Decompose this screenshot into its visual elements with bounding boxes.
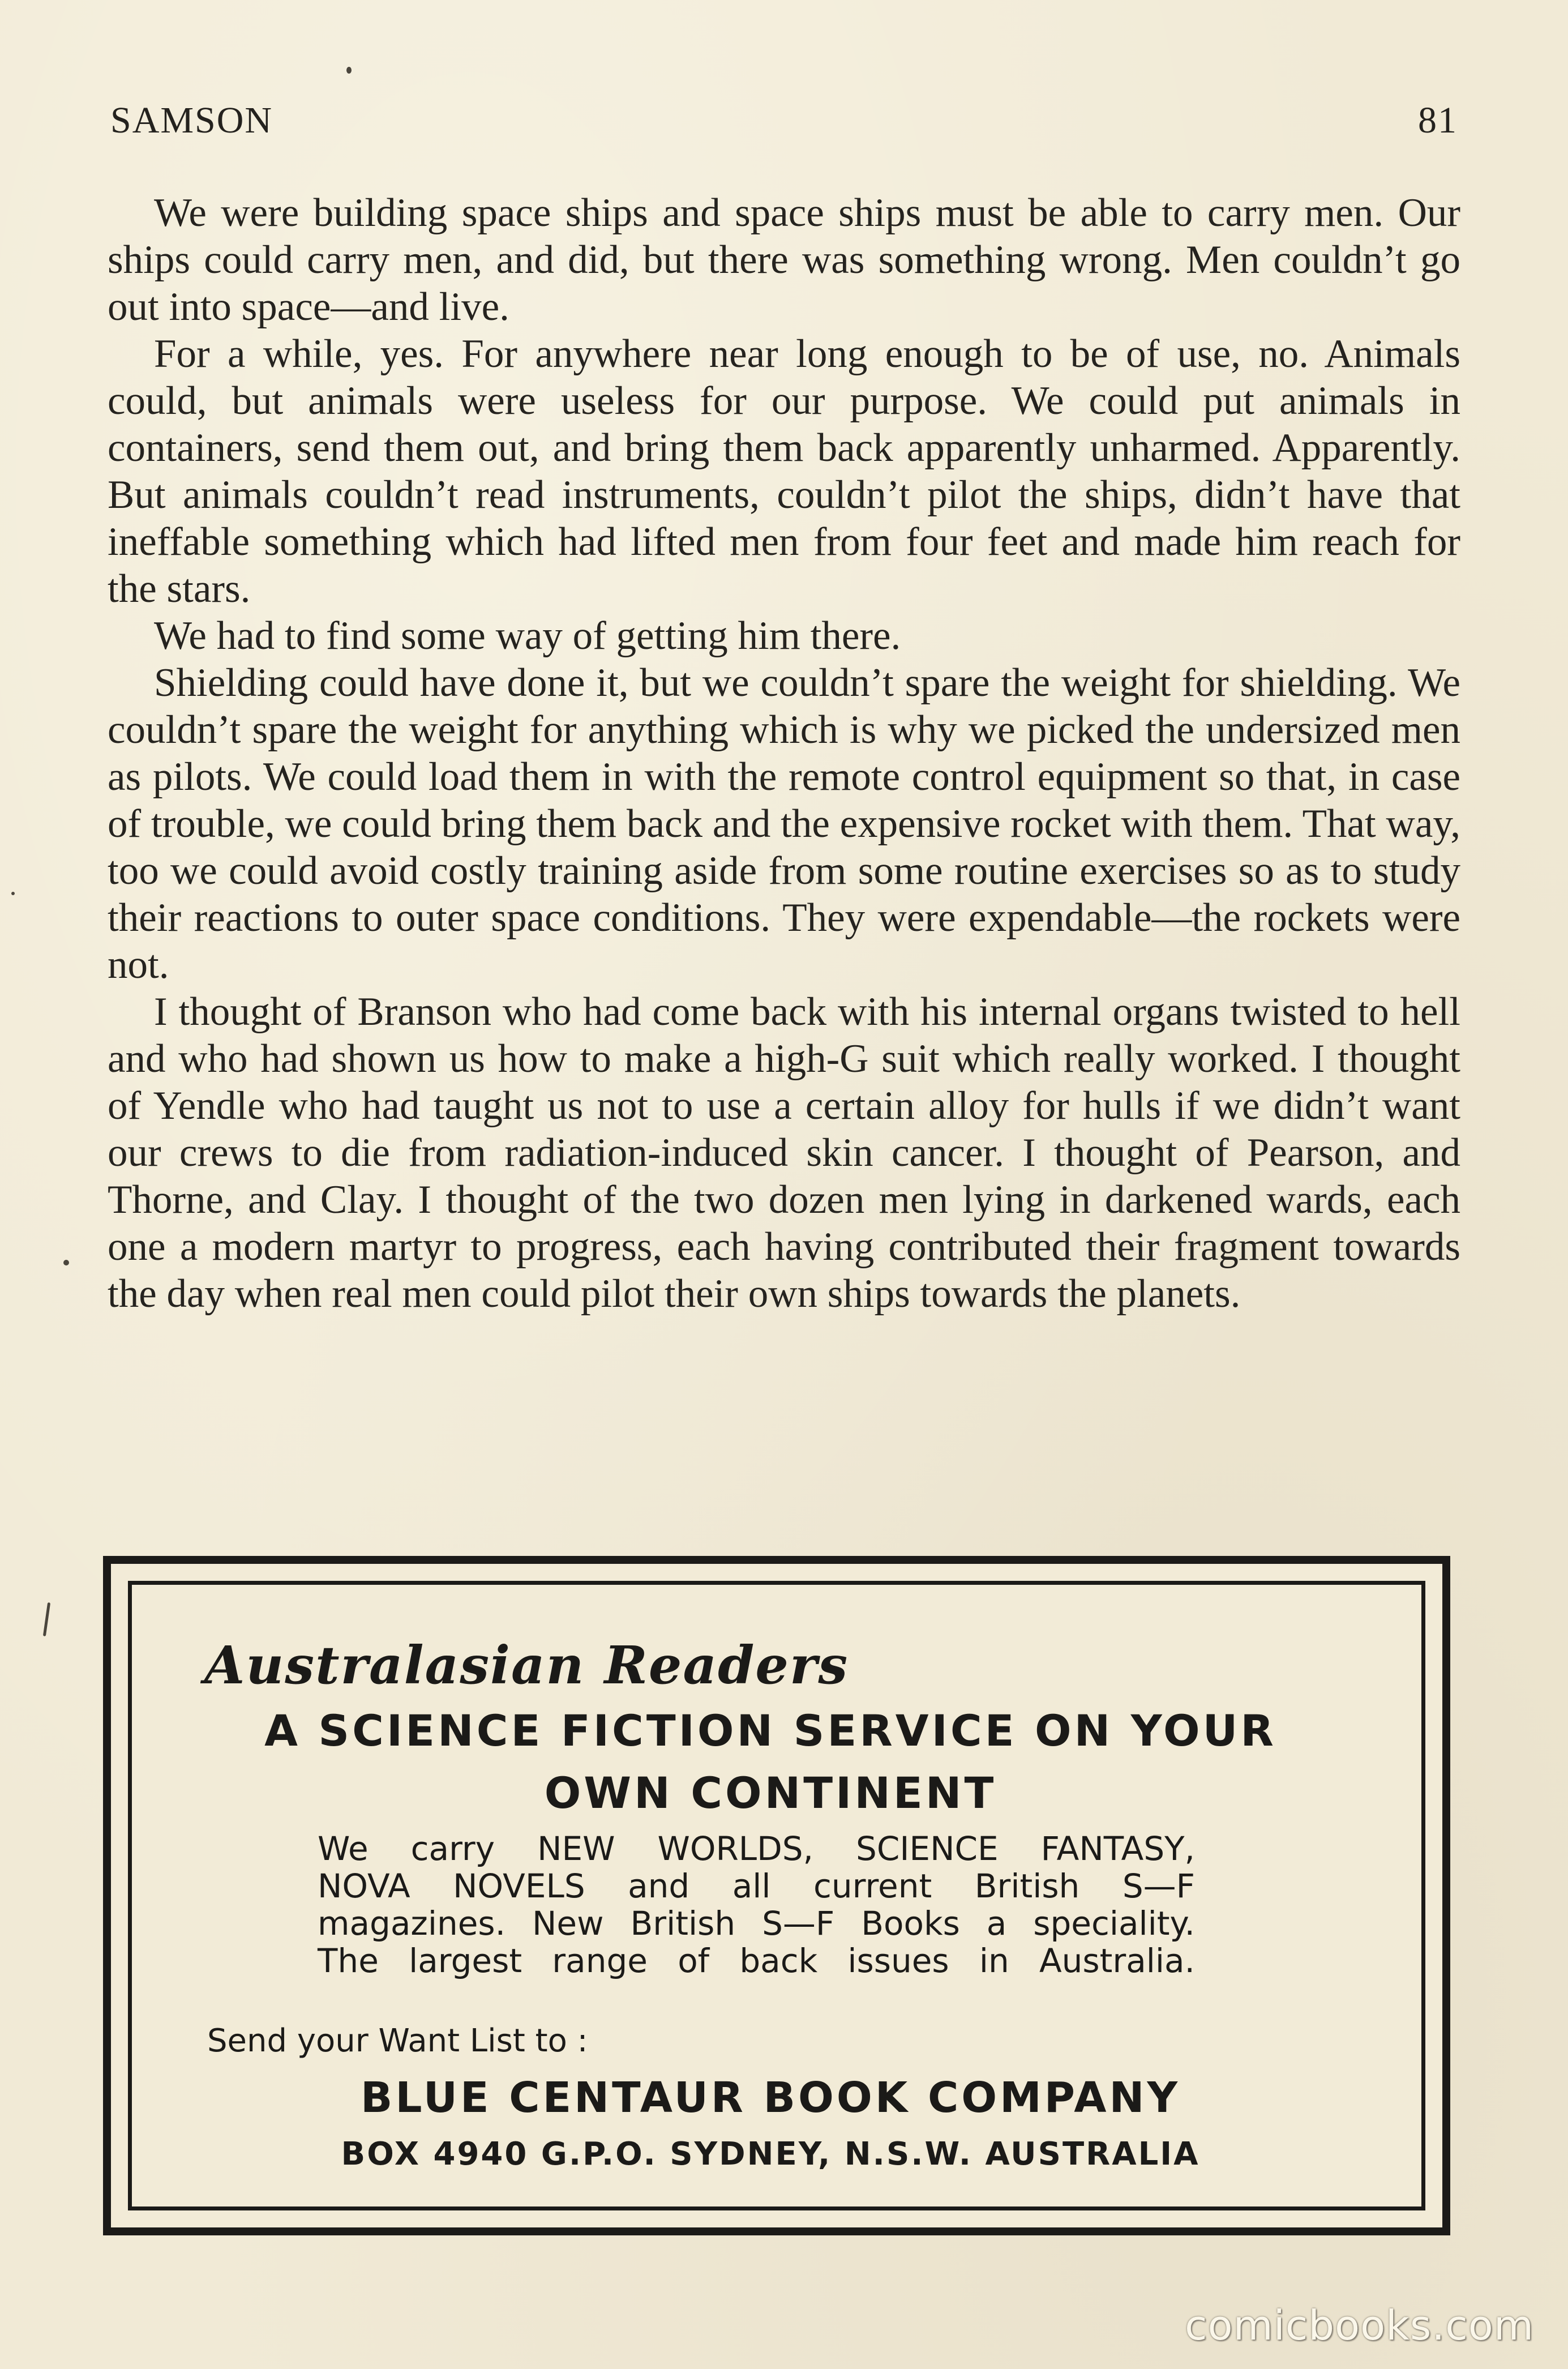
paragraph: For a while, yes. For anywhere near long enough to be of use, no. Animals could, but animals were useless for our purpose. We could put animals in containers, send them out, and bring them back apparently unharmed. Apparently. But animals couldn’t read instruments, couldn’t pilot the ships, didn’t have that ineffable something which had lifted men from four feet and made him reach for the stars. xyxy=(108,332,1460,611)
paper-speck xyxy=(43,1602,50,1636)
advertisement-heading: Australasian Readers xyxy=(204,1635,849,1696)
advertisement-body xyxy=(318,1830,1195,1979)
advertisement-send-line: Send your Want List to : xyxy=(207,2022,588,2059)
story-text xyxy=(108,190,1460,1318)
advertisement-body-line: magazines. New British S—F Books a speciality. xyxy=(318,1904,1195,1943)
paragraph: Shielding could have done it, but we couldn’t spare the weight for shielding. We couldn’t spare the weight for anything which is why we picked the undersized men as pilots. We could load them in with the remote control equipment so that, in case of trouble, we could bring them back and the expensive rocket with them. That way, too we could avoid costly training aside from some routine exercises so as to study their reactions to outer space conditions. They were expendable—the rockets were not. xyxy=(108,661,1460,987)
running-head xyxy=(110,99,1458,144)
paper-speck xyxy=(346,67,352,74)
paper-speck xyxy=(63,1260,69,1265)
paragraph: I thought of Branson who had come back with his internal organs twisted to hell and who had shown us how to make a high-G suit which really worked. I thought of Yendle who had taught us not to use a certain alloy for hulls if we didn’t want our crews to die from radiation-induced skin cancer. I thought of Pearson, and Thorne, and Clay. I thought of the two dozen men lying in darkened wards, each one a modern martyr to progress, each having contributed their fragment towards the day when real men could pilot their own ships towards the planets. xyxy=(108,990,1460,1316)
advertisement-company: BLUE CENTAUR BOOK COMPANY xyxy=(360,2073,1181,2122)
advertisement-body-line: We carry NEW WORLDS, SCIENCE FANTASY, xyxy=(318,1829,1195,1868)
advertisement-body-line: The largest range of back issues in Australia. xyxy=(318,1942,1195,1980)
subheading-line: A SCIENCE FICTION SERVICE ON YOUR xyxy=(264,1705,1276,1756)
advertisement-box xyxy=(103,1556,1450,2235)
advertisement-address: BOX 4940 G.P.O. SYDNEY, N.S.W. AUSTRALIA xyxy=(341,2136,1200,2173)
paragraph: We had to find some way of getting him there. xyxy=(154,614,901,658)
advertisement-subheading xyxy=(168,1700,1373,1824)
page-number: 81 xyxy=(1418,100,1458,141)
running-title: SAMSON xyxy=(110,100,273,141)
paragraph: We were building space ships and space ships must be able to carry men. Our ships could carry men, and did, but there was something wrong. Men couldn’t go out into space—and live. xyxy=(108,191,1460,329)
watermark: comicbooks.com xyxy=(1184,2302,1534,2349)
paper-speck xyxy=(11,892,15,895)
subheading-line: OWN CONTINENT xyxy=(544,1768,997,1818)
advertisement-body-line: NOVA NOVELS and all current British S—F xyxy=(318,1867,1195,1905)
